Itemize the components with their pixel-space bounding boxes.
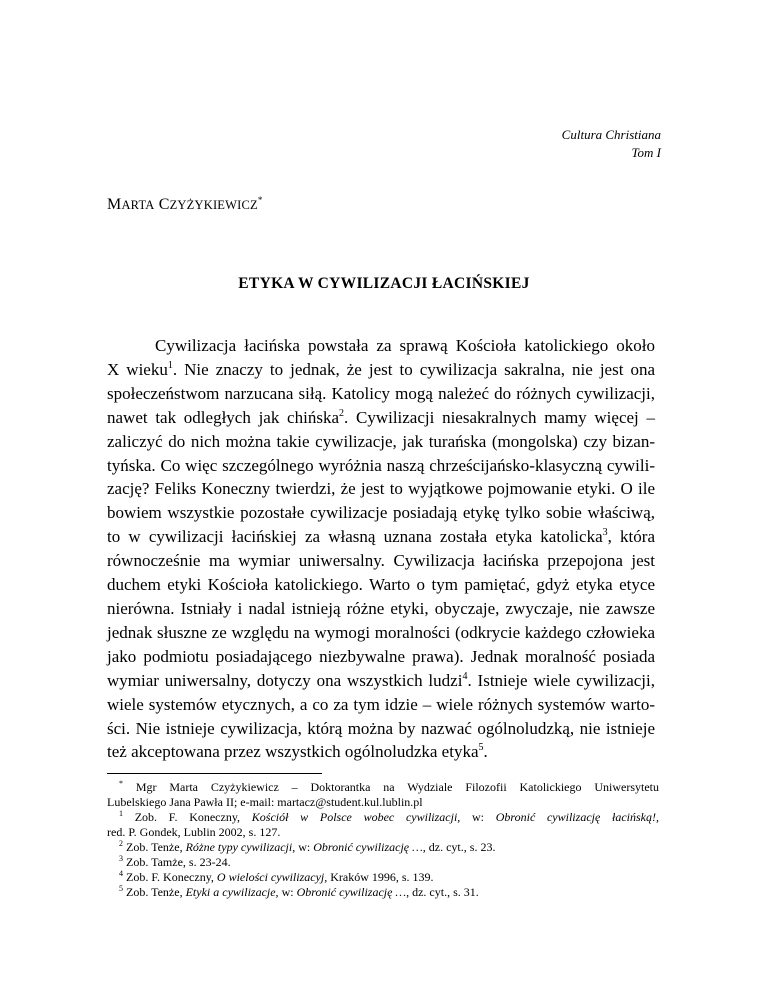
body-line: Cywilizacja łacińska powstała za sprawą Kościoła katolickiego około [155, 336, 655, 355]
footnote-ref: 2 [339, 407, 344, 419]
body-paragraph [107, 334, 655, 764]
body-line: zację? Feliks Koneczny twierdzi, że jest to wyjątkowe pojmowanie etyki. O ile [107, 479, 655, 499]
body-line: nierówna. Istniały i nadal istnieją różne etyki, obyczaje, zwyczaje, nie zawsze [107, 598, 655, 618]
body-line: X wieku$^1$. Nie znaczy to jednak, że jest to cywilizacja sakralna, nie jest ona [107, 359, 656, 379]
footnote-ref: 5 [478, 742, 484, 754]
body-line: ści. Nie istnieje cywilizacja, którą można by nazwać ogólnoludzką, nie istnieje [107, 718, 655, 738]
body-line: tyńska. Co więc szczególnego wyróżnia naszą chrześcijańsko-klasyczną cywili- [107, 455, 655, 475]
article-title: ETYKA W CYWILIZACJI ŁACIŃSKIEJ [238, 275, 530, 292]
body-line: społeczeństwom narzucana siłą. Katolicy mogą należeć do różnych cywilizacji, [107, 383, 655, 403]
footnote-ref: 4 [462, 670, 468, 682]
footnote-1: $^1$ Zob. F. Koneczny, Kościół w Polsce wobec cywilizacji, w: Obronić cywilizację łacińską!, [119, 809, 659, 824]
body-line: duchem etyki Kościoła katolickiego. Warto o tym pamiętać, gdyż etyka etyce [107, 575, 655, 595]
body-line: jako podmiotu posiadającego niezbywalne prawa). Jednak moralność posiada [107, 646, 655, 666]
footnote-author-cont: Lubelskiego Jana Pawła II; e-mail: martacz@student.kul.lublin.pl [107, 795, 423, 809]
footnote-2: $^2$ Zob. Tenże, Różne typy cywilizacji, w: Obronić cywilizację …, dz. cyt., s. 23. [119, 839, 496, 854]
body-line: wymiar uniwersalny, dotyczy ona wszystkich ludzi$^4$. Istnieje wiele cywilizacji, [107, 670, 655, 690]
author-last-initial: C [158, 196, 170, 213]
footnote-ref: 3 [602, 527, 608, 539]
body-line: to w cywilizacji łacińskiej za własną uznana została etyka katolicka$^3$, która [107, 527, 655, 547]
author-first-rest: ARTA [121, 198, 155, 212]
footnotes [107, 780, 659, 900]
body-line: jednak słuszne ze względu na wymogi moralności (odkrycie każdego człowieka [107, 622, 655, 642]
footnote-ref: 1 [167, 359, 173, 371]
author-last-rest: ZYŻYKIEWICZ [169, 198, 258, 212]
body-line: równocześnie ma wymiar uniwersalny. Cywilizacja łacińska przepojona jest [107, 551, 655, 571]
footnote-1-cont: red. P. Gondek, Lublin 2002, s. 127. [107, 825, 281, 839]
footnote-3: $^3$ Zob. Tamże, s. 23-24. [119, 854, 231, 869]
author-name [107, 196, 263, 214]
author-footnote-mark: * [257, 195, 263, 205]
footnote-4: $^4$ Zob. F. Koneczny, O wielości cywilizacyj, Kraków 1996, s. 139. [119, 869, 434, 884]
footnote-separator [107, 773, 322, 774]
journal-volume: Tom I [631, 145, 661, 160]
body-line: bowiem wszystkie pozostałe cywilizacje posiadają etykę tylko sobie właściwą, [107, 503, 655, 523]
body-line: zaliczyć do nich można takie cywilizacje, jak turańska (mongolska) czy bizan- [107, 431, 655, 451]
footnote-5: $^5$ Zob. Tenże, Etyki a cywilizacje, w: Obronić cywilizację …, dz. cyt., s. 31. [119, 884, 479, 899]
footnote-author: * Mgr Marta Czyżykiewicz – Doktorantka na Wydziale Filozofii Katolickiego Uniwersytetu [119, 779, 659, 794]
author-first-initial: M [107, 196, 122, 213]
running-header [562, 126, 661, 162]
body-line: wiele systemów etycznych, a co za tym idzie – wiele różnych systemów warto- [107, 694, 655, 714]
journal-name: Cultura Christiana [561, 127, 661, 142]
body-line: też akceptowana przez wszystkich ogólnoludzka etyka$^5$. [107, 742, 488, 762]
body-line: nawet tak odległych jak chińska$^2$. Cywilizacji niesakralnych mamy więcej – [107, 407, 655, 427]
